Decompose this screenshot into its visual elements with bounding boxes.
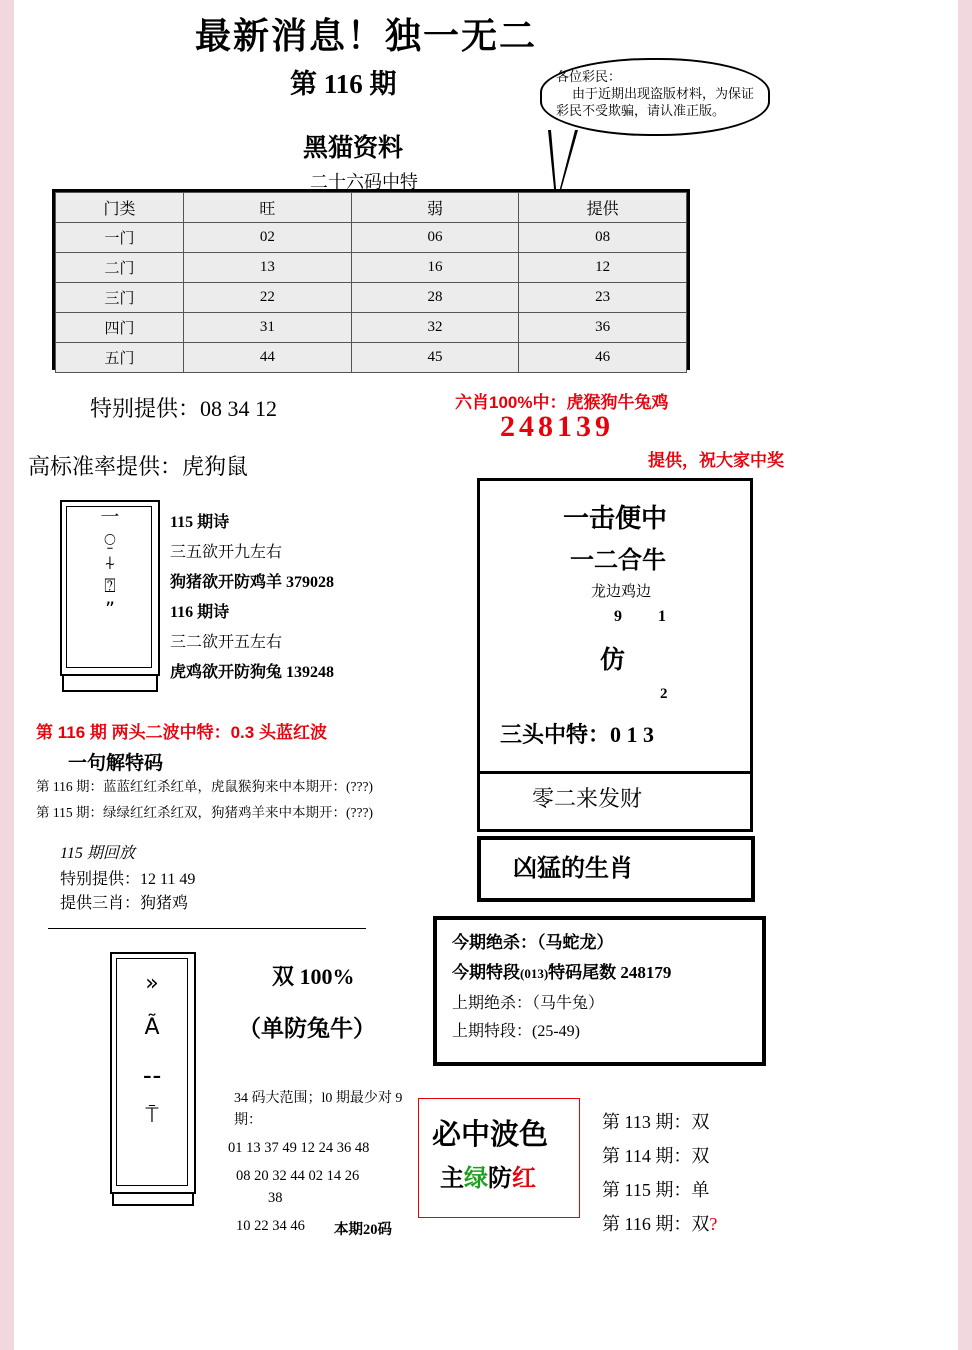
table-cell: 12 [519, 253, 687, 283]
riddle-title: 一句解特码 [68, 753, 164, 774]
replay-three-zodiac: 提供三肖：狗猪鸡 [60, 895, 189, 912]
bottom-glyph-icon: » Ã ⚋ ⍑ [142, 971, 162, 1128]
poem-115-line2: 狗猪欲开防鸡羊 379028 [170, 574, 335, 591]
panel4-line1: 今期绝杀：（马蛇龙） [452, 933, 614, 952]
page-subtitle: 二十六码中特 [310, 172, 418, 192]
panel4-line2-b: (013) [520, 966, 549, 981]
number-list-1: 01 13 37 49 12 24 36 48 [228, 1140, 370, 1156]
panel4-line2 [452, 958, 671, 983]
table-cell: 13 [184, 253, 352, 283]
panel4-line3: 上期绝杀：（马牛兔） [452, 995, 605, 1012]
page-border-right [958, 0, 972, 1350]
issue-number: 第 116 期 [290, 69, 397, 99]
replay-special: 特别提供：12 11 49 [60, 871, 196, 888]
table-cell: 32 [351, 313, 519, 343]
danfang-text: （单防兔牛） [238, 1016, 376, 1041]
shuang-percent: 双 100% [272, 964, 355, 989]
poem-bracket [62, 676, 158, 692]
period-row-115 [602, 1176, 709, 1202]
divider-line [48, 928, 366, 929]
table-header-row [56, 193, 687, 223]
poem-116-line1: 三二欲开五左右 [170, 634, 283, 651]
panel1-line4: 9 1 [614, 608, 682, 625]
bose-red: 红 [512, 1166, 536, 1192]
table-row [56, 343, 687, 373]
high-rate-text: 高标准率提供：虎狗鼠 [28, 454, 249, 479]
period-label: 第 115 期： [602, 1180, 692, 1200]
notice-bubble [540, 58, 770, 136]
panel4-line2-a: 今期特段 [452, 963, 520, 982]
table-cell: 08 [519, 223, 687, 253]
table-cell: 36 [519, 313, 687, 343]
number-list-2: 08 20 32 44 02 14 26 [236, 1168, 360, 1184]
period-label: 第 114 期： [602, 1146, 692, 1166]
red-wish-line: 提供，祝大家中奖 [648, 451, 784, 470]
two-head-banner: 第 116 期 两头二波中特：0.3 头蓝红波 [36, 723, 327, 742]
panel1-line1: 一击便中 [563, 504, 668, 533]
replay-title: 115 期回放 [60, 845, 135, 862]
period-row-116 [602, 1210, 717, 1236]
table-cell: 五门 [56, 343, 184, 373]
poem-115-line1: 三五欲开九左右 [170, 544, 283, 561]
table-cell: 06 [351, 223, 519, 253]
bose-line2 [440, 1158, 536, 1193]
table-row [56, 223, 687, 253]
table-cell: 16 [351, 253, 519, 283]
poem-116-line2: 虎鸡欲开防狗兔 139248 [170, 664, 335, 681]
panel2-text: 零二来发财 [532, 786, 643, 811]
bose-title: 必中波色 [432, 1119, 549, 1151]
brand-name: 黑猫资料 [303, 135, 404, 162]
panel1-line3: 龙边鸡边 [591, 584, 652, 600]
bose-main-label: 主 [440, 1166, 464, 1192]
table-cell: 22 [184, 283, 352, 313]
period-question-mark: ? [709, 1214, 718, 1234]
current-count-label: 本期20码 [334, 1222, 392, 1238]
table-cell: 28 [351, 283, 519, 313]
table-header-cell: 提供 [519, 193, 687, 223]
table-cell: 三门 [56, 283, 184, 313]
table-cell: 45 [351, 343, 519, 373]
table-cell: 二门 [56, 253, 184, 283]
riddle-115: 第 115 期：绿绿红红杀红双，狗猪鸡羊来中本期开：(???) [36, 805, 373, 820]
table-row [56, 253, 687, 283]
six-zodiac-hit-line: 六肖100%中：虎猴狗牛兔鸡 [455, 393, 669, 412]
notice-line-1: 各位彩民： [556, 69, 622, 84]
table-header-cell: 门类 [56, 193, 184, 223]
period-label: 第 116 期： [602, 1214, 692, 1234]
red-lucky-numbers: 248139 [500, 410, 614, 443]
table-row [56, 283, 687, 313]
table-cell: 44 [184, 343, 352, 373]
table-header-cell: 弱 [351, 193, 519, 223]
table-cell: 31 [184, 313, 352, 343]
table-cell: 一门 [56, 223, 184, 253]
panel1-line2: 一二合牛 [570, 548, 666, 574]
period-value: 双 [691, 1112, 710, 1132]
bose-green: 绿 [464, 1166, 488, 1192]
bose-defend-label: 防 [488, 1166, 512, 1192]
period-value: 单 [691, 1180, 710, 1200]
poem-116-label: 116 期诗 [170, 604, 230, 621]
bottom-glyph-bracket [112, 1192, 194, 1206]
panel4-line4: 上期特段：(25-49) [452, 1023, 580, 1040]
period-row-114 [602, 1142, 709, 1168]
number-list-4: 10 22 34 46 [236, 1218, 305, 1234]
table-row [56, 313, 687, 343]
period-row-113 [602, 1108, 709, 1134]
panel1-line6: 2 [660, 686, 668, 702]
number-list-3: 38 [268, 1190, 283, 1206]
poem-glyph-icon: 一 ⍜ ⍭ ⍰ ” [100, 506, 120, 620]
period-value: 双 [691, 1214, 710, 1234]
period-value: 双 [691, 1146, 710, 1166]
panel3-text: 凶猛的生肖 [513, 856, 633, 882]
main-table [55, 192, 687, 373]
table-cell: 02 [184, 223, 352, 253]
range-note: 34 码大范围；l0 期最少对 9 期： [234, 1091, 403, 1128]
page-border-left [0, 0, 14, 1350]
notice-line-2: 由于近期出现盗版材料，为保证彩民不受欺骗，请认准正版。 [556, 86, 755, 118]
panel1-line7: 三头中特：0 1 3 [500, 722, 655, 747]
table-header-cell: 旺 [184, 193, 352, 223]
riddle-116: 第 116 期：蓝蓝红红杀红单，虎鼠猴狗来中本期开：(???) [36, 779, 373, 794]
table-cell: 23 [519, 283, 687, 313]
page-title: 最新消息！独一无二 [195, 16, 538, 56]
table-cell: 46 [519, 343, 687, 373]
special-offer-text: 特别提供：08 34 12 [90, 396, 278, 421]
period-label: 第 113 期： [602, 1112, 692, 1132]
poem-text-block [170, 508, 334, 688]
panel1-line5: 仿 [600, 647, 626, 674]
poem-115-label: 115 期诗 [170, 514, 230, 531]
table-cell: 四门 [56, 313, 184, 343]
panel4-line2-c: 特码尾数 248179 [548, 963, 672, 982]
